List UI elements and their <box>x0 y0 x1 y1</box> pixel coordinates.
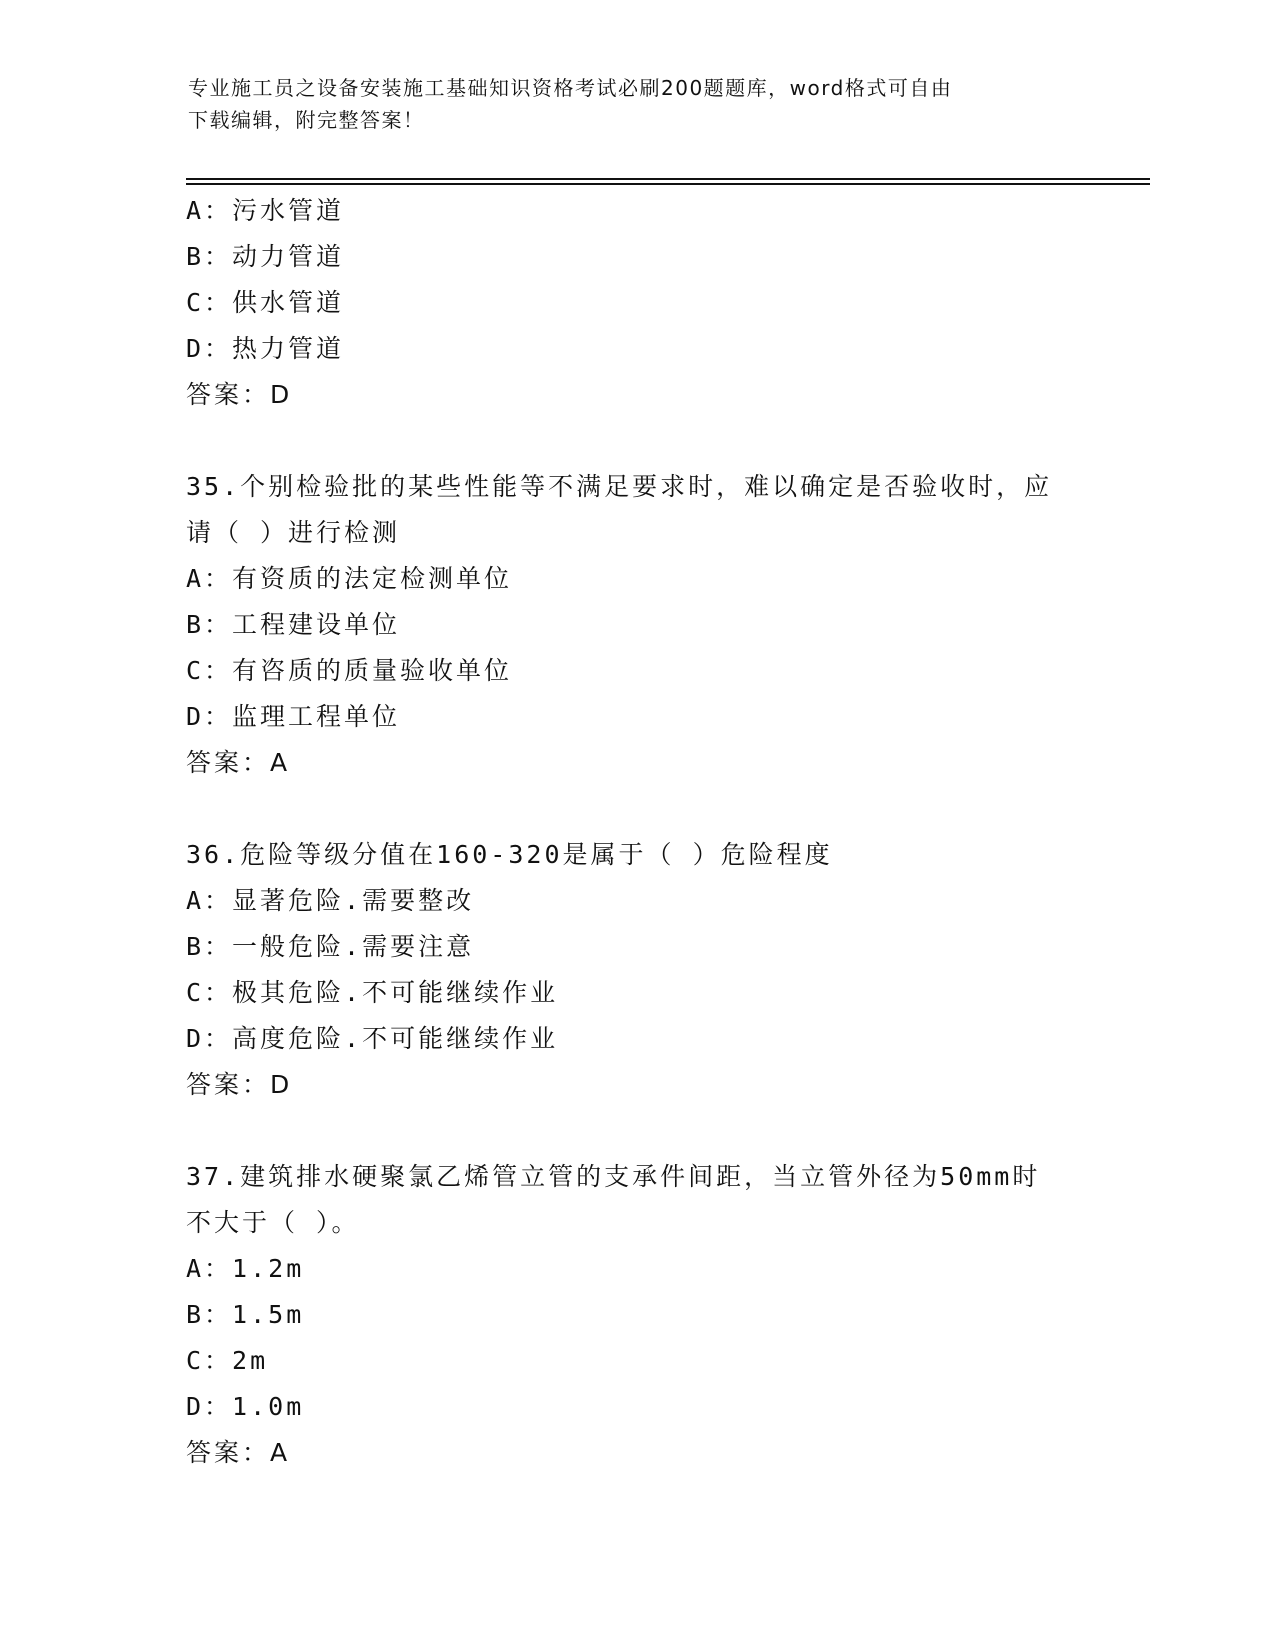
option-c: C：极其危险.不可能继续作业 <box>186 978 559 1007</box>
option-a: A：污水管道 <box>186 196 345 225</box>
option-d: D：1.0m <box>186 1392 305 1421</box>
option-d: D：高度危险.不可能继续作业 <box>186 1024 559 1053</box>
question-34 <box>186 188 1086 418</box>
question-35 <box>186 464 1086 786</box>
document-header <box>188 72 1068 136</box>
option-a: A：显著危险.需要整改 <box>186 886 475 915</box>
question-spacer <box>186 1108 1086 1154</box>
question-stem: 35.个别检验批的某些性能等不满足要求时，难以确定是否验收时，应 <box>186 472 1053 501</box>
question-stem-continued: 请（ ）进行检测 <box>186 518 401 547</box>
option-b: B：1.5m <box>186 1300 305 1329</box>
option-d: D：监理工程单位 <box>186 702 401 731</box>
answer: 答案：D <box>186 380 293 409</box>
question-37 <box>186 1154 1086 1476</box>
option-a: A：1.2m <box>186 1254 305 1283</box>
header-divider-bottom <box>186 183 1150 185</box>
option-b: B：一般危险.需要注意 <box>186 932 475 961</box>
header-line-1: 专业施工员之设备安装施工基础知识资格考试必刷200题题库，word格式可自由 <box>188 76 953 100</box>
option-b: B：工程建设单位 <box>186 610 401 639</box>
answer: 答案：D <box>186 1070 293 1099</box>
option-c: C：2m <box>186 1346 269 1375</box>
question-stem: 37.建筑排水硬聚氯乙烯管立管的支承件间距，当立管外径为50mm时 <box>186 1162 1041 1191</box>
question-spacer <box>186 418 1086 464</box>
question-36 <box>186 832 1086 1108</box>
answer: 答案：A <box>186 1438 291 1467</box>
question-stem: 36.危险等级分值在160-320是属于（ ）危险程度 <box>186 840 833 869</box>
option-d: D：热力管道 <box>186 334 345 363</box>
question-list <box>186 188 1086 1476</box>
answer: 答案：A <box>186 748 291 777</box>
option-c: C：供水管道 <box>186 288 345 317</box>
option-c: C：有咨质的质量验收单位 <box>186 656 513 685</box>
option-a: A：有资质的法定检测单位 <box>186 564 513 593</box>
option-b: B：动力管道 <box>186 242 345 271</box>
header-divider-top <box>186 178 1150 180</box>
question-spacer <box>186 786 1086 832</box>
question-stem-continued: 不大于（ ）。 <box>186 1208 360 1237</box>
header-line-2: 下载编辑，附完整答案！ <box>188 108 425 132</box>
